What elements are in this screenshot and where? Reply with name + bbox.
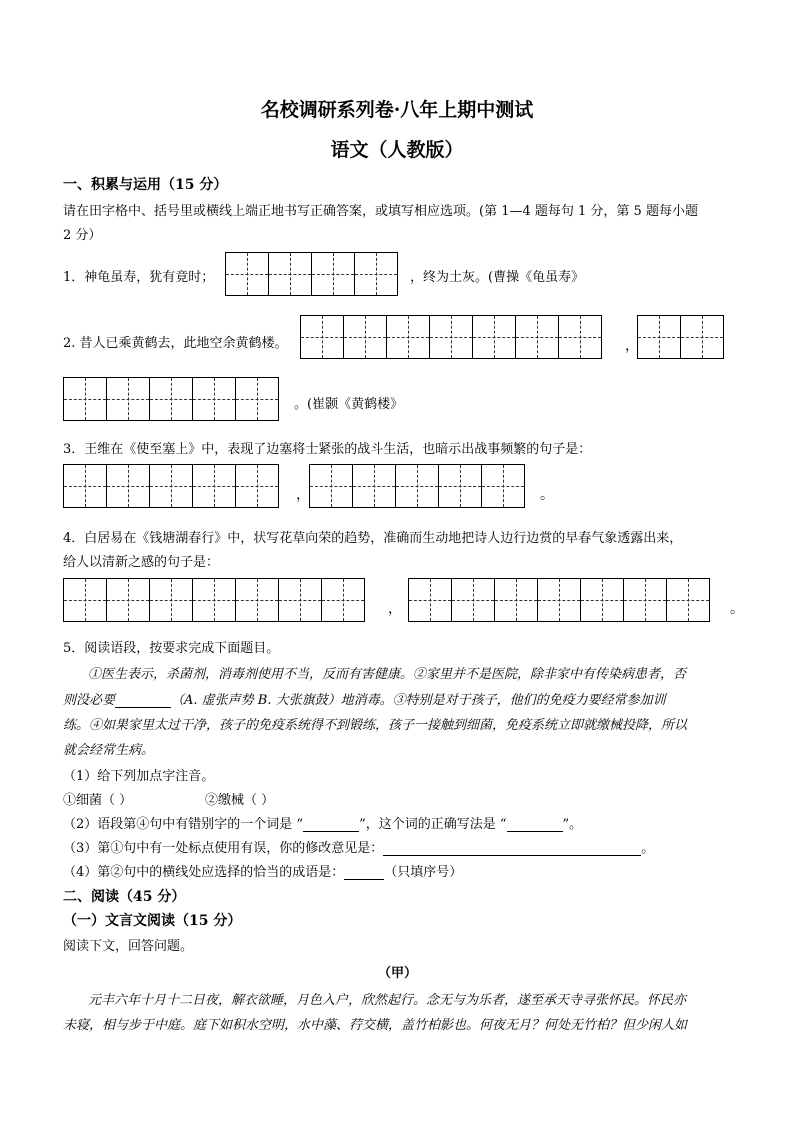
q1-suffix: ，终为土灰。(曹操《龟虽寿》 bbox=[410, 270, 585, 285]
grid-cell[interactable] bbox=[472, 315, 516, 359]
grid-cell[interactable] bbox=[395, 464, 439, 508]
q5-sub2-blank-1[interactable] bbox=[303, 816, 359, 832]
q3-end: 。 bbox=[540, 487, 554, 503]
q5-sub4 bbox=[63, 861, 462, 880]
grid-cell[interactable] bbox=[537, 578, 581, 622]
q4-answer-grid-b[interactable] bbox=[408, 578, 710, 622]
grid-cell[interactable] bbox=[235, 464, 279, 508]
grid-cell[interactable] bbox=[106, 464, 150, 508]
q5-sub3-text-b: 。 bbox=[641, 841, 655, 856]
q5-paragraph-line1: ①医生表示，杀菌剂，消毒剂使用不当，反而有害健康。②家里并不是医院，除非家中有传染病患者，否 bbox=[88, 667, 687, 682]
q5-sub3-text-a: （3）第①句中有一处标点使用有误，你的修改意见是： bbox=[63, 841, 384, 856]
grid-cell[interactable] bbox=[429, 315, 473, 359]
passage-line1: 元丰六年十月十二日夜，解衣欲睡，月色入户，欣然起行。念无与为乐者，遂至承天寺寻张怀民。怀民亦 bbox=[88, 993, 687, 1008]
q2-prefix: 2. 昔人已乘黄鹤去，此地空余黄鹤楼。 bbox=[63, 336, 288, 351]
grid-cell[interactable] bbox=[278, 578, 322, 622]
q5-p2-end: （A. 虚张声势 B. 大张旗鼓）地消毒。③特别是对于孩子，他们的免疫力要经常参加训 bbox=[171, 693, 666, 708]
grid-cell[interactable] bbox=[106, 578, 150, 622]
passage-label: （甲） bbox=[378, 966, 418, 981]
section1-instruction-line1: 请在田字格中、括号里或横线上端正地书写正确答案，或填写相应选项。(第 1—4 题每句 1 分，第 5 题每小题 bbox=[63, 204, 698, 219]
q5-intro: 5．阅读语段，按要求完成下面题目。 bbox=[63, 641, 280, 656]
q5-sub1: （1）给下列加点字注音。 bbox=[63, 769, 215, 784]
q5-blank-idiom[interactable] bbox=[115, 692, 171, 708]
q5-sub3 bbox=[63, 837, 654, 856]
q4-end: 。 bbox=[730, 601, 744, 617]
grid-cell[interactable] bbox=[481, 464, 525, 508]
q5-sub2-text-b: ”，这个词的正确写法是 “ bbox=[359, 817, 507, 832]
grid-cell[interactable] bbox=[235, 578, 279, 622]
grid-cell[interactable] bbox=[637, 315, 681, 359]
grid-cell[interactable] bbox=[515, 315, 559, 359]
q1-answer-grid[interactable] bbox=[225, 252, 398, 296]
section2-heading: 二、阅读（45 分） bbox=[63, 889, 186, 905]
q2-answer-grid-b[interactable] bbox=[637, 315, 724, 359]
q5-paragraph-line3: 练。④如果家里太过干净，孩子的免疫系统得不到锻练，孩子一接触到细菌，免疫系统立即就缴械投降，所以 bbox=[63, 718, 688, 733]
q5-p2-start: 则没必要 bbox=[63, 693, 116, 708]
grid-cell[interactable] bbox=[343, 315, 387, 359]
q5-sub4-blank[interactable] bbox=[344, 864, 384, 880]
passage-line2: 未寝，相与步于中庭。庭下如积水空明，水中藻、荇交横，盖竹柏影也。何夜无月？何处无竹柏？但少闲人如 bbox=[63, 1018, 688, 1033]
q4-comma: ， bbox=[388, 601, 402, 617]
q3-text: 3．王维在《使至塞上》中，表现了边塞将士紧张的战斗生活，也暗示出战事频繁的句子是： bbox=[63, 442, 592, 457]
q1-prefix: 1．神龟虽寿，犹有竟时； bbox=[63, 270, 215, 285]
q5-sub3-blank[interactable] bbox=[383, 840, 641, 856]
q2-answer-grid-c[interactable] bbox=[63, 377, 279, 421]
q5-sub2-text-c: ”。 bbox=[562, 817, 583, 832]
grid-cell[interactable] bbox=[580, 578, 624, 622]
grid-cell[interactable] bbox=[192, 578, 236, 622]
q5-paragraph-line4: 就会经常生病。 bbox=[63, 743, 155, 758]
grid-cell[interactable] bbox=[149, 377, 193, 421]
grid-cell[interactable] bbox=[386, 315, 430, 359]
grid-cell[interactable] bbox=[494, 578, 538, 622]
grid-cell[interactable] bbox=[451, 578, 495, 622]
grid-cell[interactable] bbox=[408, 578, 452, 622]
grid-cell[interactable] bbox=[63, 464, 107, 508]
q2-comma: ， bbox=[625, 338, 639, 354]
q5-sub4-text-a: （4）第②句中的横线处应选择的恰当的成语是： bbox=[63, 865, 345, 880]
q2-answer-grid-a[interactable] bbox=[300, 315, 602, 359]
section2-instruction: 阅读下文，回答问题。 bbox=[63, 939, 194, 954]
grid-cell[interactable] bbox=[352, 464, 396, 508]
grid-cell[interactable] bbox=[623, 578, 667, 622]
section1-heading: 一、积累与运用（15 分） bbox=[63, 177, 228, 193]
section1-instruction-line2: 2 分） bbox=[63, 228, 102, 243]
q3-answer-grid-b[interactable] bbox=[309, 464, 525, 508]
q5-sub1a[interactable]: ①细菌（ ） bbox=[63, 793, 133, 808]
grid-cell[interactable] bbox=[321, 578, 365, 622]
grid-cell[interactable] bbox=[666, 578, 710, 622]
q5-sub4-text-b: （只填序号） bbox=[384, 865, 463, 880]
grid-cell[interactable] bbox=[438, 464, 482, 508]
q4-text-line2: 给人以清新之感的句子是： bbox=[63, 555, 220, 570]
grid-cell[interactable] bbox=[309, 464, 353, 508]
section2-subheading: （一）文言文阅读（15 分） bbox=[63, 913, 242, 929]
grid-cell[interactable] bbox=[192, 377, 236, 421]
grid-cell[interactable] bbox=[63, 377, 107, 421]
grid-cell[interactable] bbox=[149, 578, 193, 622]
q4-text-line1: 4．白居易在《钱塘湖春行》中，状写花草向荣的趋势，准确而生动地把诗人边行边赏的早春气象透露出来， bbox=[63, 531, 683, 546]
grid-cell[interactable] bbox=[106, 377, 150, 421]
q3-comma: ， bbox=[296, 487, 310, 503]
q5-paragraph-line2 bbox=[63, 689, 666, 708]
grid-cell[interactable] bbox=[235, 377, 279, 421]
grid-cell[interactable] bbox=[680, 315, 724, 359]
exam-title: 名校调研系列卷·八年上期中测试 bbox=[260, 99, 534, 121]
q5-sub2-text-a: （2）语段第④句中有错别字的一个词是 “ bbox=[63, 817, 304, 832]
grid-cell[interactable] bbox=[558, 315, 602, 359]
grid-cell[interactable] bbox=[268, 252, 312, 296]
grid-cell[interactable] bbox=[225, 252, 269, 296]
q5-sub2 bbox=[63, 813, 582, 832]
q4-answer-grid-a[interactable] bbox=[63, 578, 365, 622]
q5-sub1b[interactable]: ②缴械（ ） bbox=[205, 793, 275, 808]
grid-cell[interactable] bbox=[354, 252, 398, 296]
q2-suffix: 。(崔颢《黄鹤楼》 bbox=[294, 397, 404, 412]
grid-cell[interactable] bbox=[300, 315, 344, 359]
q5-sub2-blank-2[interactable] bbox=[507, 816, 563, 832]
grid-cell[interactable] bbox=[63, 578, 107, 622]
exam-subtitle: 语文（人教版） bbox=[330, 139, 464, 161]
grid-cell[interactable] bbox=[149, 464, 193, 508]
grid-cell[interactable] bbox=[192, 464, 236, 508]
grid-cell[interactable] bbox=[311, 252, 355, 296]
q3-answer-grid-a[interactable] bbox=[63, 464, 279, 508]
